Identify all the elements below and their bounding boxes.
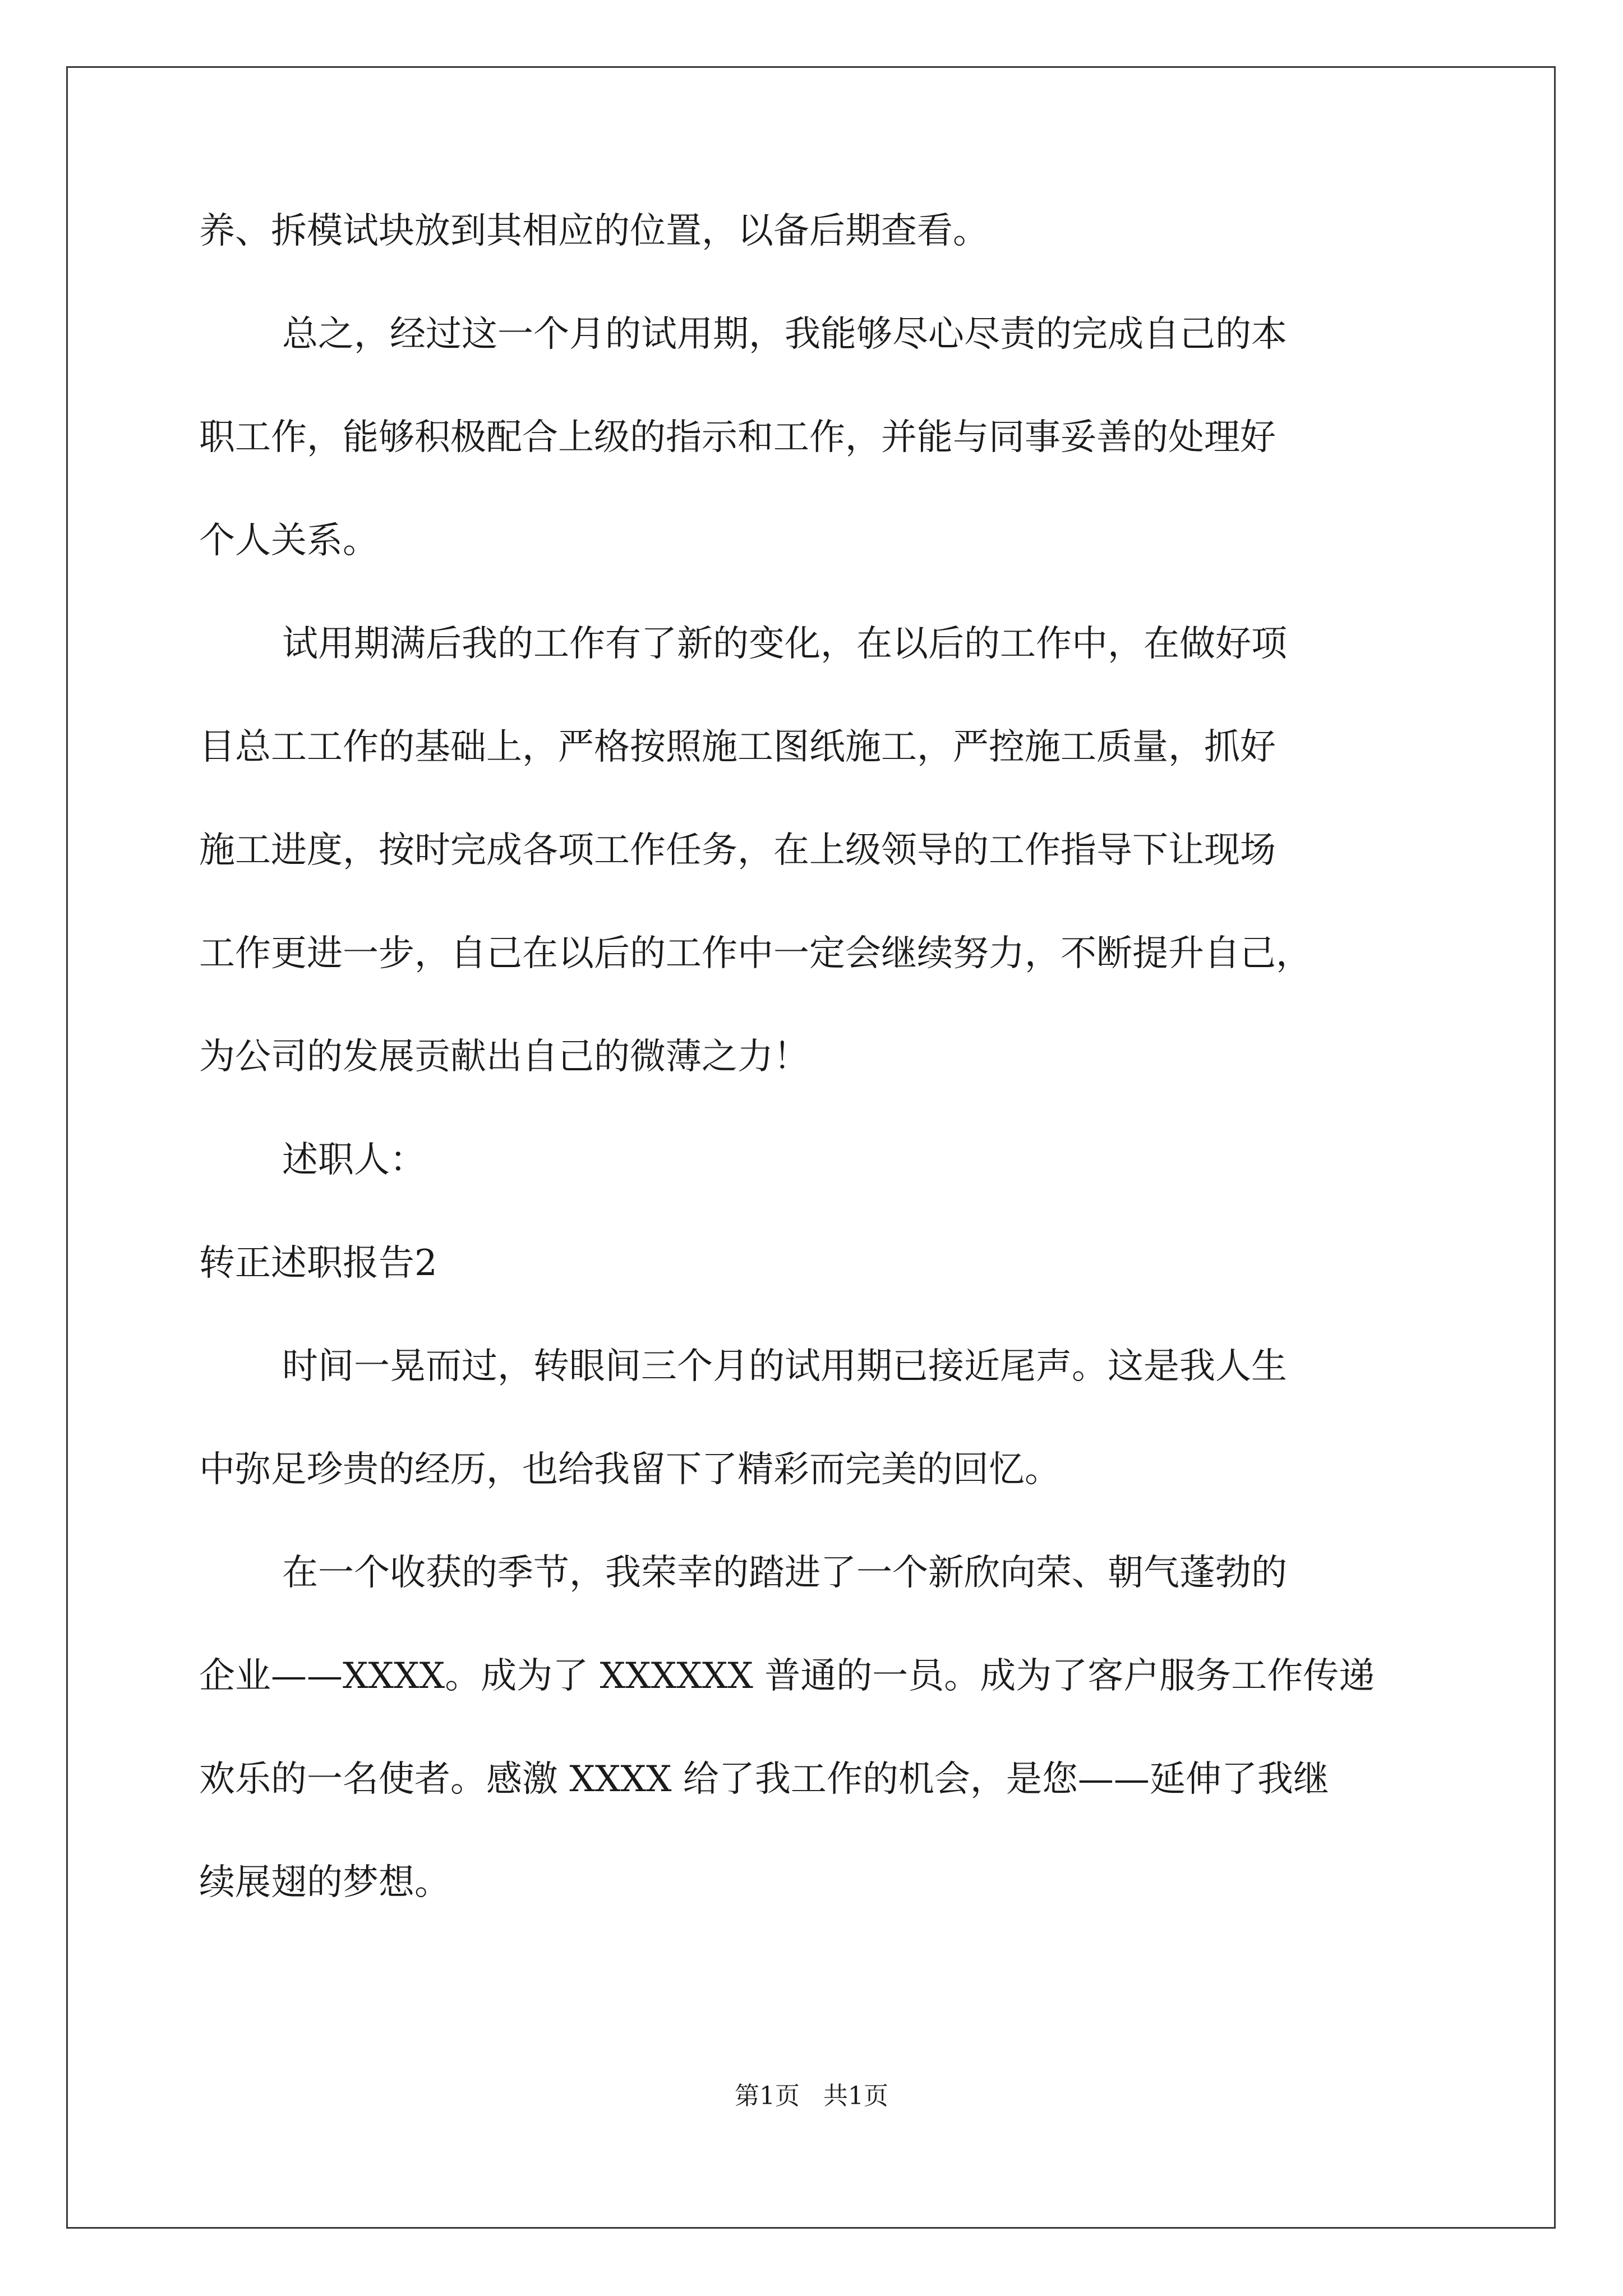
text-line: 续展翅的梦想。 xyxy=(199,1862,450,1903)
text-line: 施工进度，按时完成各项工作任务，在上级领导的工作指导下让现场 xyxy=(199,830,1276,871)
paragraph-start: 总之，经过这一个月的试用期，我能够尽心尽责的完成自己的本 xyxy=(282,314,1287,355)
text-line: 工作更进一步，自己在以后的工作中一定会继续努力，不断提升自己， xyxy=(199,933,1312,974)
document-body xyxy=(199,210,1450,1968)
text-line: 欢乐的一名使者。感激 XXXX 给了我工作的机会，是您——延伸了我继 xyxy=(199,1759,1329,1800)
section-heading: 转正述职报告2 xyxy=(199,1243,437,1284)
paragraph-start: 试用期满后我的工作有了新的变化，在以后的工作中，在做好项 xyxy=(282,623,1287,665)
text-line: 职工作，能够积极配合上级的指示和工作，并能与同事妥善的处理好 xyxy=(199,417,1276,458)
text-line: 个人关系。 xyxy=(199,520,379,562)
text-line: 中弥足珍贵的经历，也给我留下了精彩而完美的回忆。 xyxy=(199,1449,1061,1490)
text-line: 企业——XXXX。成为了 XXXXXX 普通的一员。成为了客户服务工作传递 xyxy=(199,1655,1375,1697)
signature-label: 述职人： xyxy=(282,1139,426,1181)
text-line: 为公司的发展贡献出自己的微薄之力！ xyxy=(199,1036,809,1078)
text-line: 养、拆模试块放到其相应的位置，以备后期查看。 xyxy=(199,210,989,252)
page-number-footer: 第1页 共1页 xyxy=(735,2082,888,2110)
text-line: 目总工工作的基础上，严格按照施工图纸施工，严控施工质量，抓好 xyxy=(199,726,1276,768)
paragraph-start: 在一个收获的季节，我荣幸的踏进了一个新欣向荣、朝气蓬勃的 xyxy=(282,1552,1287,1594)
paragraph-start: 时间一晃而过，转眼间三个月的试用期已接近尾声。这是我人生 xyxy=(282,1346,1287,1387)
